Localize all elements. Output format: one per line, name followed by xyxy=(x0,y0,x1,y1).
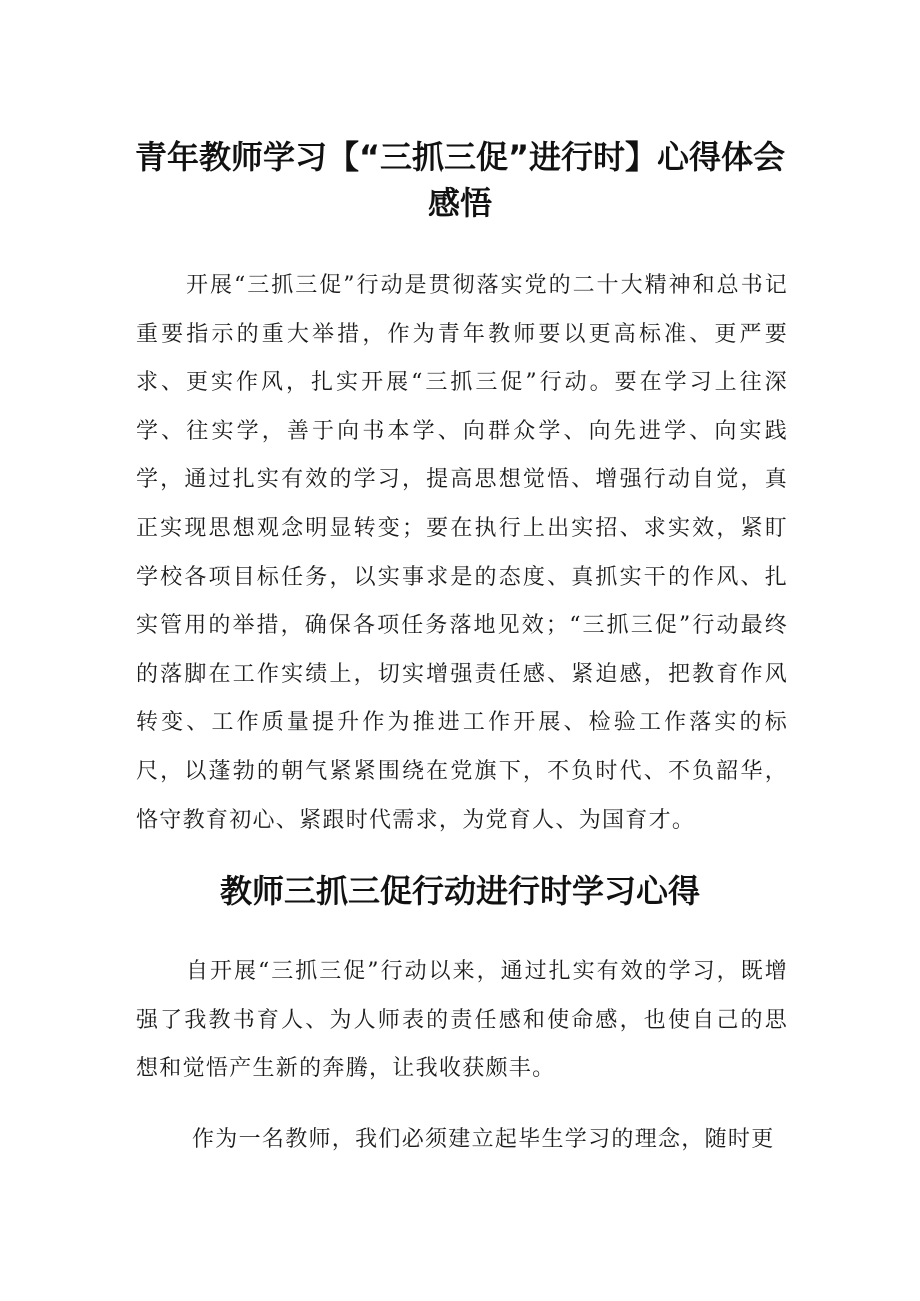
section-title: 教师三抓三促行动进行时学习心得 xyxy=(219,872,700,910)
body-paragraph: 作为一名教师，我们必须建立起毕生学习的理念，随时更 xyxy=(192,1127,775,1152)
body-paragraph: 自开展“三抓三促”行动以来，通过扎实有效的学习，既增强了我教书育人、为人师表的责任感和使命感，也使自己的思想和觉悟产生新的奔腾，让我收获颇丰。 xyxy=(136,959,788,1082)
document-title: 青年教师学习【“三抓三促”进行时】心得体会感悟 xyxy=(134,138,786,222)
body-paragraph: 开展“三抓三促”行动是贯彻落实党的二十大精神和总书记重要指示的重大举措，作为青年教师要以更高标准、更严要求、更实作风，扎实开展“三抓三促”行动。要在学习上往深学、往实学，善于向书本学、向群众学、向先进学、向实践学，通过扎实有效的学习，提高思想觉悟、增强行动自觉，真正实现思想观念明显转变；要在执行上出实招、求实效，紧盯学校各项目标任务，以实事求是的态度、真抓实干的作风、扎实管用的举措，确保各项任务落地见效；“三抓三促”行动最终的落脚在工作实绩上，切实增强责任感、紧迫感，把教育作风转变、工作质量提升作为推进工作开展、检验工作落实的标尺，以蓬勃的朝气紧紧围绕在党旗下，不负时代、不负韶华，恪守教育初心、紧跟时代需求，为党育人、为国育才。 xyxy=(136,273,788,833)
